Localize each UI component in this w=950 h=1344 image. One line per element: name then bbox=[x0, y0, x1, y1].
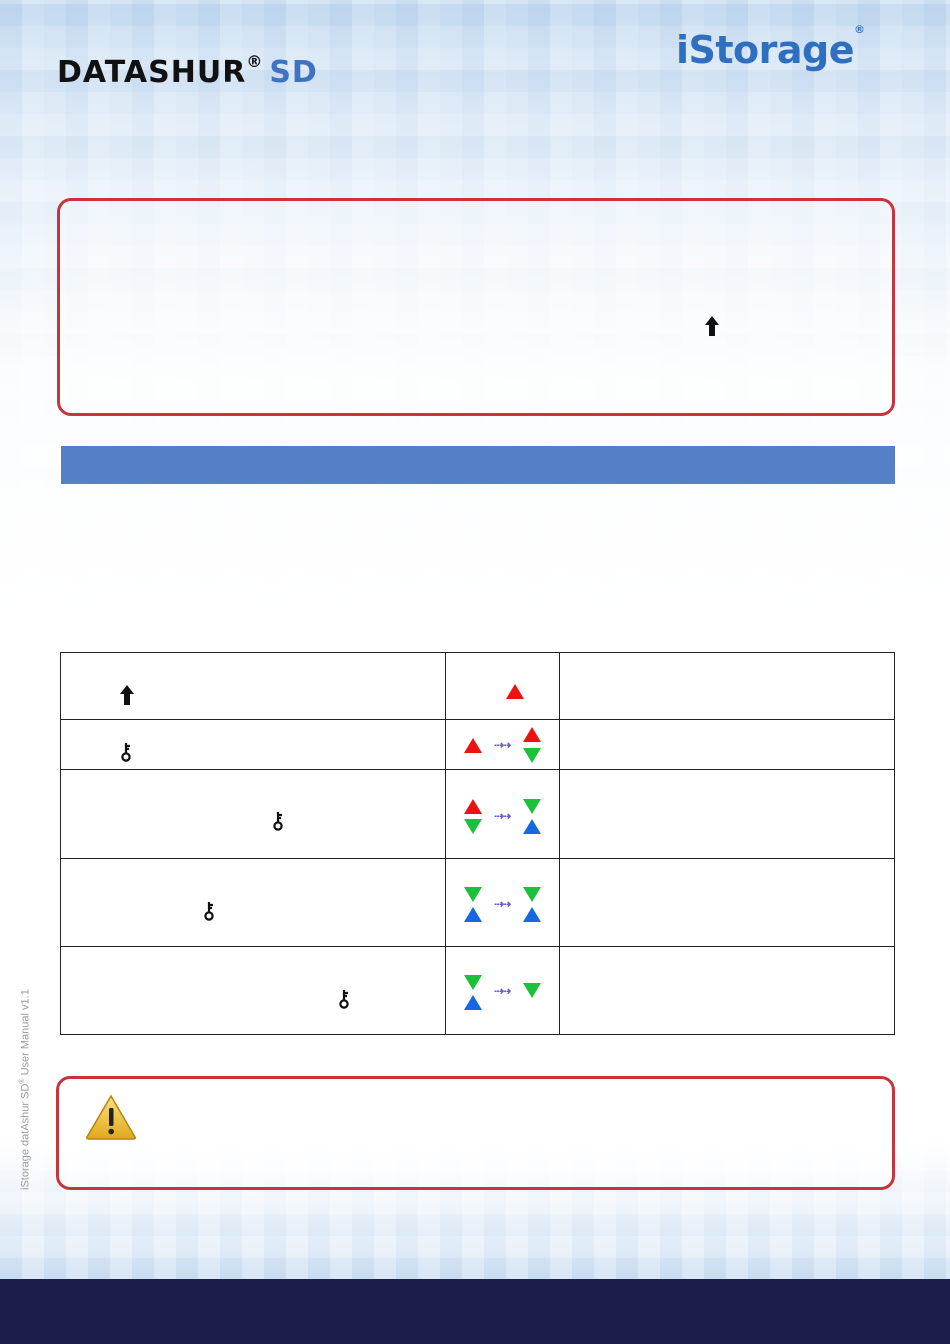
led-green-down-icon bbox=[523, 887, 541, 902]
led-cell bbox=[446, 770, 560, 859]
led-transition-arrow-icon: ⇢⇢ bbox=[494, 809, 509, 823]
side-text-prefix: iStorage datAshur SD bbox=[19, 1083, 32, 1190]
key-icon bbox=[121, 742, 133, 762]
led-red-up-icon bbox=[464, 799, 482, 814]
led-red-up-icon bbox=[464, 738, 482, 753]
led-blue-up-icon bbox=[523, 819, 541, 834]
section-heading-bar bbox=[61, 446, 895, 484]
instruction-cell bbox=[61, 770, 446, 859]
shift-up-arrow-icon bbox=[705, 316, 719, 336]
shift-up-arrow-icon bbox=[120, 685, 134, 705]
instruction-cell bbox=[61, 653, 446, 720]
key-icon bbox=[204, 901, 216, 921]
description-cell bbox=[559, 770, 894, 859]
brand-suffix: SD bbox=[269, 55, 318, 90]
instruction-table bbox=[60, 652, 895, 1035]
key-icon bbox=[273, 811, 285, 831]
logo-text: iStorage bbox=[676, 28, 855, 72]
led-transition-arrow-icon: ⇢⇢ bbox=[494, 738, 509, 752]
instruction-cell bbox=[61, 947, 446, 1035]
table-row bbox=[61, 947, 895, 1035]
led-blue-up-icon bbox=[464, 995, 482, 1010]
led-transition-arrow-icon: ⇢⇢ bbox=[494, 897, 509, 911]
led-cell bbox=[446, 947, 560, 1035]
led-red-up-icon bbox=[506, 684, 524, 699]
description-cell bbox=[559, 653, 894, 720]
product-title bbox=[57, 52, 318, 90]
description-cell bbox=[559, 947, 894, 1035]
key-icon bbox=[339, 989, 351, 1009]
brand-name: DATASHUR bbox=[57, 55, 247, 90]
led-green-down-icon bbox=[464, 819, 482, 834]
led-red-up-icon bbox=[523, 727, 541, 742]
manual-version-sidebar bbox=[19, 989, 32, 1190]
led-cell bbox=[446, 653, 560, 720]
description-cell bbox=[559, 720, 894, 770]
note-box bbox=[57, 198, 895, 416]
warning-box bbox=[56, 1076, 895, 1190]
side-text-mark: ® bbox=[19, 1078, 26, 1084]
instruction-cell bbox=[61, 859, 446, 947]
footer-bar bbox=[0, 1279, 950, 1344]
led-green-down-icon bbox=[523, 748, 541, 763]
logo-registered-mark: ® bbox=[854, 23, 865, 37]
side-text-suffix: User Manual v1.1 bbox=[19, 989, 32, 1079]
table-row bbox=[61, 653, 895, 720]
istorage-logo bbox=[676, 23, 865, 72]
registered-mark: ® bbox=[246, 52, 264, 71]
led-blue-up-icon bbox=[464, 907, 482, 922]
description-cell bbox=[559, 859, 894, 947]
table-row bbox=[61, 720, 895, 770]
led-green-down-icon bbox=[464, 975, 482, 990]
led-cell bbox=[446, 720, 560, 770]
led-blue-up-icon bbox=[523, 907, 541, 922]
led-green-down-icon bbox=[523, 983, 541, 998]
instruction-cell bbox=[61, 720, 446, 770]
led-transition-arrow-icon: ⇢⇢ bbox=[494, 984, 509, 998]
led-cell bbox=[446, 859, 560, 947]
warning-icon bbox=[85, 1093, 137, 1141]
table-row bbox=[61, 859, 895, 947]
table-row bbox=[61, 770, 895, 859]
led-green-down-icon bbox=[523, 799, 541, 814]
led-green-down-icon bbox=[464, 887, 482, 902]
